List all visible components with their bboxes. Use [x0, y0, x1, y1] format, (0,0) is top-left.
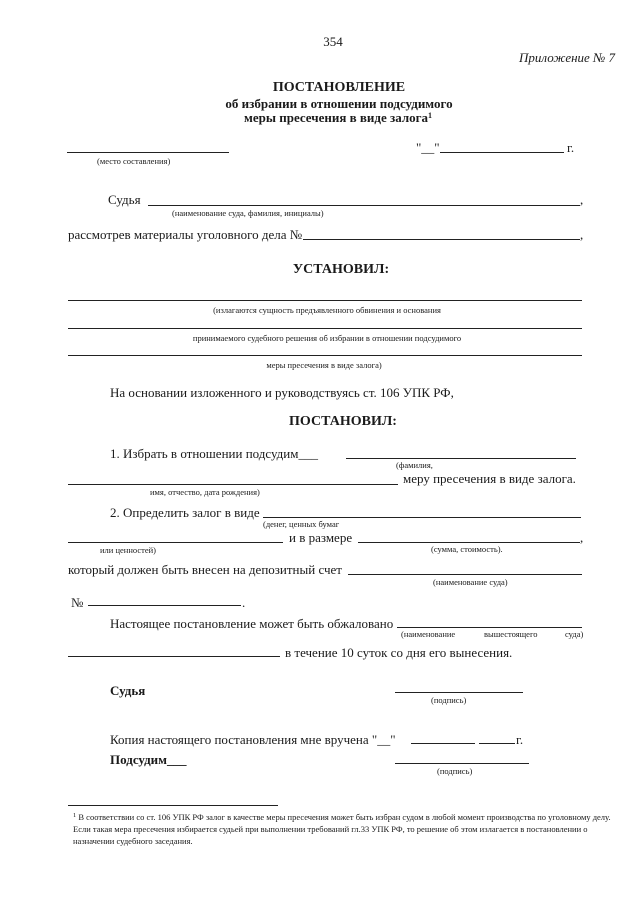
title-line-2: об избрании в отношении подсудимого: [225, 96, 453, 111]
defendant-signature-line: [395, 763, 529, 764]
appeal-caption-b: вышестоящего: [484, 629, 538, 639]
account-number-label: №: [71, 595, 84, 610]
document-title: ПОСТАНОВЛЕНИЕ: [272, 80, 406, 95]
appeal-text: Настоящее постановление может быть обжаловано: [110, 616, 394, 631]
deposit-caption: (наименование суда): [433, 577, 508, 587]
established-caption-2: принимаемого судебного решения об избрании в отношении подсудимого: [192, 333, 462, 343]
date-line: [440, 152, 564, 153]
judge-signature-caption: (подпись): [431, 695, 467, 705]
item1-tail: меру пресечения в виде залога.: [403, 471, 576, 486]
established-line-2: [68, 328, 582, 329]
account-number-line: [88, 605, 241, 606]
copy-year-suffix: г.: [516, 732, 524, 747]
item2-text: 2. Определить залог в виде: [110, 505, 260, 520]
deposit-court-line: [348, 574, 582, 575]
footnote: [73, 811, 613, 847]
deposit-text: который должен быть внесен на депозитный счет: [68, 562, 342, 577]
item1-text: 1. Избрать в отношении подсудим___: [110, 446, 318, 461]
established-caption-3: меры пресечения в виде залога): [266, 360, 382, 370]
item1-caption-a: (фамилия,: [396, 460, 433, 470]
footnote-separator: [68, 805, 278, 806]
copy-date-line-1: [411, 743, 475, 744]
footnote-text: В соответствии со ст. 106 УПК РФ залог в качестве меры пресечения может быть избран судом в любой момент производства по уголовному делу. Если такая мера пресечения избирается судьей при выполнении требований гл.33 УПК РФ, то решение об этом излагается в постановлении о назначении судебного заседания.: [73, 812, 611, 846]
account-number-end: .: [242, 595, 246, 610]
established-caption-1: (излагаются сущность предъявленного обвинения и основания: [213, 305, 441, 315]
page-number: 354: [323, 34, 343, 49]
case-label: рассмотрев материалы уголовного дела №: [68, 227, 303, 242]
appeal-tail: в течение 10 суток со дня его вынесения.: [285, 645, 513, 660]
appeal-court-line: [397, 627, 582, 628]
title-line-3-text: меры пресечения в виде залога: [243, 110, 429, 125]
resolved-heading: ПОСТАНОВИЛ:: [289, 414, 397, 429]
copy-received-text: Копия настоящего постановления мне вручена "__": [110, 732, 396, 747]
judge-label: Судья: [108, 192, 141, 207]
judge-signature-line: [395, 692, 523, 693]
footnote-mark: 1: [428, 111, 433, 120]
item2-mid: и в размере: [289, 530, 353, 545]
case-line-end: ,: [580, 227, 584, 242]
defendant-signature-caption: (подпись): [437, 766, 473, 776]
place-caption: (место составления): [97, 156, 171, 166]
item2-caption-a: (денег, ценных бумаг: [263, 519, 340, 529]
item1-caption-b: имя, отчество, дата рождения): [150, 487, 260, 497]
item1-fullname-line: [68, 484, 398, 485]
title-line-3: [244, 111, 432, 124]
established-heading: УСТАНОВИЛ:: [292, 262, 390, 277]
item2-caption-c: (сумма, стоимость).: [431, 544, 503, 554]
basis-text: На основании изложенного и руководствуясь ст. 106 УПК РФ,: [110, 385, 454, 400]
judge-line: [148, 205, 580, 206]
item2-pledge-line: [263, 517, 581, 518]
item2-amount-line: [358, 542, 580, 543]
judge-line-end: ,: [580, 192, 584, 207]
appeal-caption-a: (наименование: [401, 629, 456, 639]
judge-caption: (наименование суда, фамилия, инициалы): [172, 208, 324, 218]
item2-caption-b: или ценностей): [100, 545, 156, 555]
signature-judge-label: Судья: [110, 683, 146, 698]
footnote-number: 1: [73, 812, 77, 819]
date-quotes: "__": [416, 140, 440, 155]
appeal-caption-c: суда): [565, 629, 584, 639]
established-line-1: [68, 300, 582, 301]
case-number-line: [303, 239, 580, 240]
place-line: [67, 152, 229, 153]
item2-line-end: ,: [580, 530, 584, 545]
copy-date-line-2: [479, 743, 515, 744]
appeal-court-line-2: [68, 656, 280, 657]
defendant-label: Подсудим___: [110, 752, 187, 767]
established-line-3: [68, 355, 582, 356]
item1-name-line: [346, 458, 576, 459]
date-year-suffix: г.: [567, 140, 575, 155]
appendix-label: Приложение № 7: [519, 50, 616, 65]
item2-pledge-line-2: [68, 542, 283, 543]
